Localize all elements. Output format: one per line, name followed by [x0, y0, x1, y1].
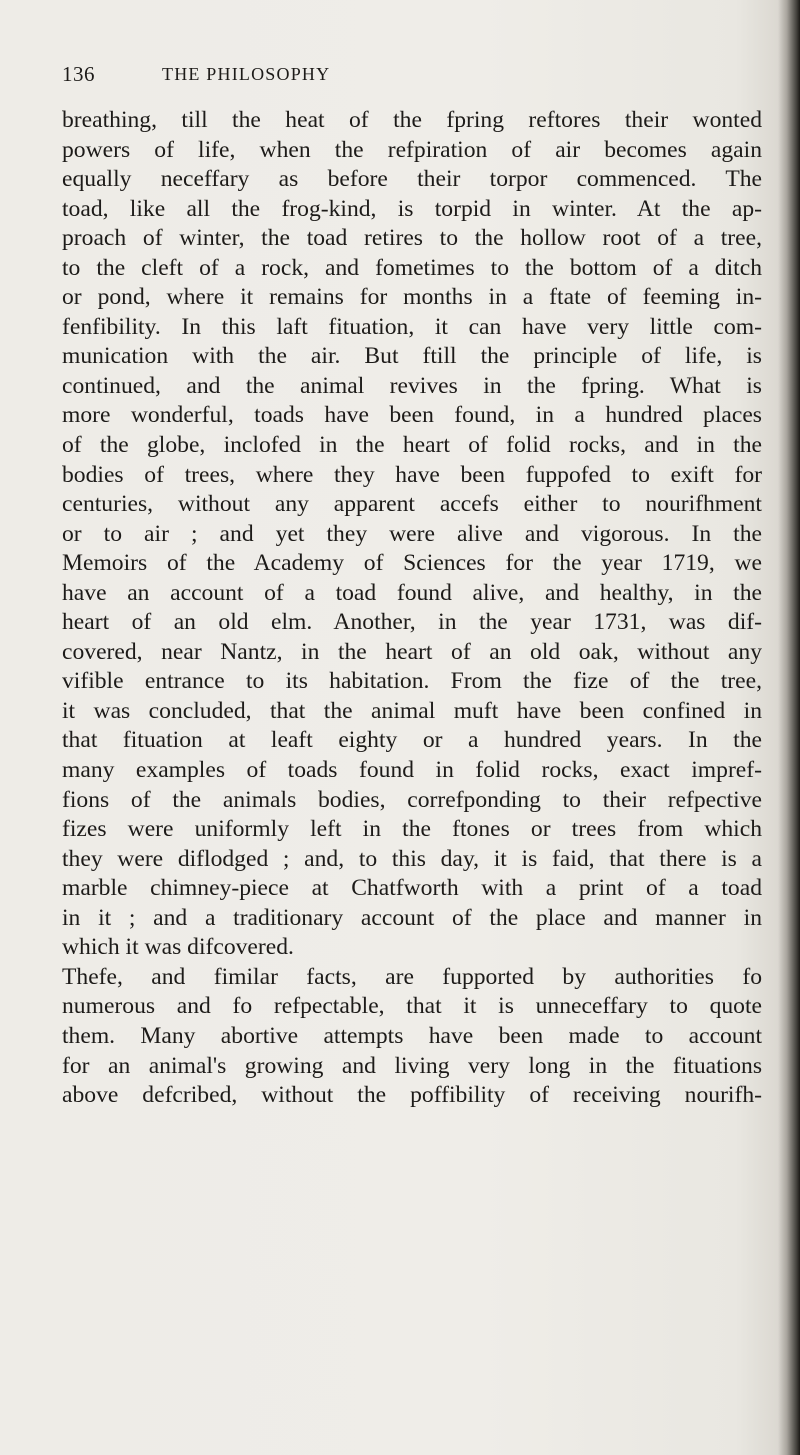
page-header — [62, 62, 742, 92]
text-line: above defcribed, without the poffibility of receiving nourifh- — [62, 1082, 762, 1109]
text-line: fenfibility. In this laft fituation, it can have very little com- — [62, 313, 762, 340]
text-line: of the globe, inclofed in the heart of folid rocks, and in the — [62, 432, 762, 459]
text-line: numerous and fo refpectable, that it is unneceffary to quote — [62, 993, 762, 1020]
text-line: bodies of trees, where they have been fuppofed to exift for — [62, 461, 762, 488]
text-line: they were diflodged ; and, to this day, it is faid, that there is a — [62, 845, 762, 872]
page-binding-shadow — [778, 0, 800, 1455]
text-line: covered, near Nantz, in the heart of an old oak, without any — [62, 638, 762, 665]
text-line: proach of winter, the toad retires to the hollow root of a tree, — [62, 225, 762, 252]
page-number: 136 — [62, 62, 95, 86]
text-line: toad, like all the frog-kind, is torpid in winter. At the ap- — [62, 195, 762, 222]
text-line: vifible entrance to its habitation. From the fize of the tree, — [62, 668, 762, 695]
text-line: equally neceffary as before their torpor commenced. The — [62, 166, 762, 193]
text-line: fions of the animals bodies, correfponding to their refpective — [62, 786, 762, 813]
text-line: powers of life, when the refpiration of air becomes again — [62, 136, 762, 163]
text-line: Thefe, and fimilar facts, are fupported by authorities fo — [62, 963, 762, 990]
text-line: in it ; and a traditionary account of the place and manner in — [62, 904, 762, 931]
text-line: many examples of toads found in folid rocks, exact impref- — [62, 757, 762, 784]
text-line: it was concluded, that the animal muft have been confined in — [62, 697, 762, 724]
text-line: them. Many abortive attempts have been made to account — [62, 1022, 762, 1049]
text-line: more wonderful, toads have been found, in a hundred places — [62, 402, 762, 429]
text-line: munication with the air. But ftill the principle of life, is — [62, 343, 762, 370]
text-line: that fituation at leaft eighty or a hundred years. In the — [62, 727, 762, 754]
text-line: or pond, where it remains for months in a ftate of feeming in- — [62, 284, 762, 311]
text-line: continued, and the animal revives in the fpring. What is — [62, 372, 762, 399]
text-line: centuries, without any apparent accefs either to nourifhment — [62, 491, 762, 518]
text-line: Memoirs of the Academy of Sciences for the year 1719, we — [62, 550, 762, 577]
text-line: or to air ; and yet they were alive and vigorous. In the — [62, 520, 762, 547]
body-text — [62, 106, 762, 1111]
text-line: marble chimney-piece at Chatfworth with a print of a toad — [62, 875, 762, 902]
text-line: fizes were uniformly left in the ftones or trees from which — [62, 816, 762, 843]
running-title: THE PHILOSOPHY — [162, 64, 331, 84]
text-line: which it was difcovered. — [62, 934, 294, 961]
text-line: breathing, till the heat of the fpring reftores their wonted — [62, 107, 762, 133]
text-line: to the cleft of a rock, and fometimes to the bottom of a ditch — [62, 254, 762, 281]
text-line: have an account of a toad found alive, and healthy, in the — [62, 579, 762, 606]
text-line: heart of an old elm. Another, in the year 1731, was dif- — [62, 609, 762, 636]
text-line: for an animal's growing and living very long in the fituations — [62, 1052, 762, 1079]
